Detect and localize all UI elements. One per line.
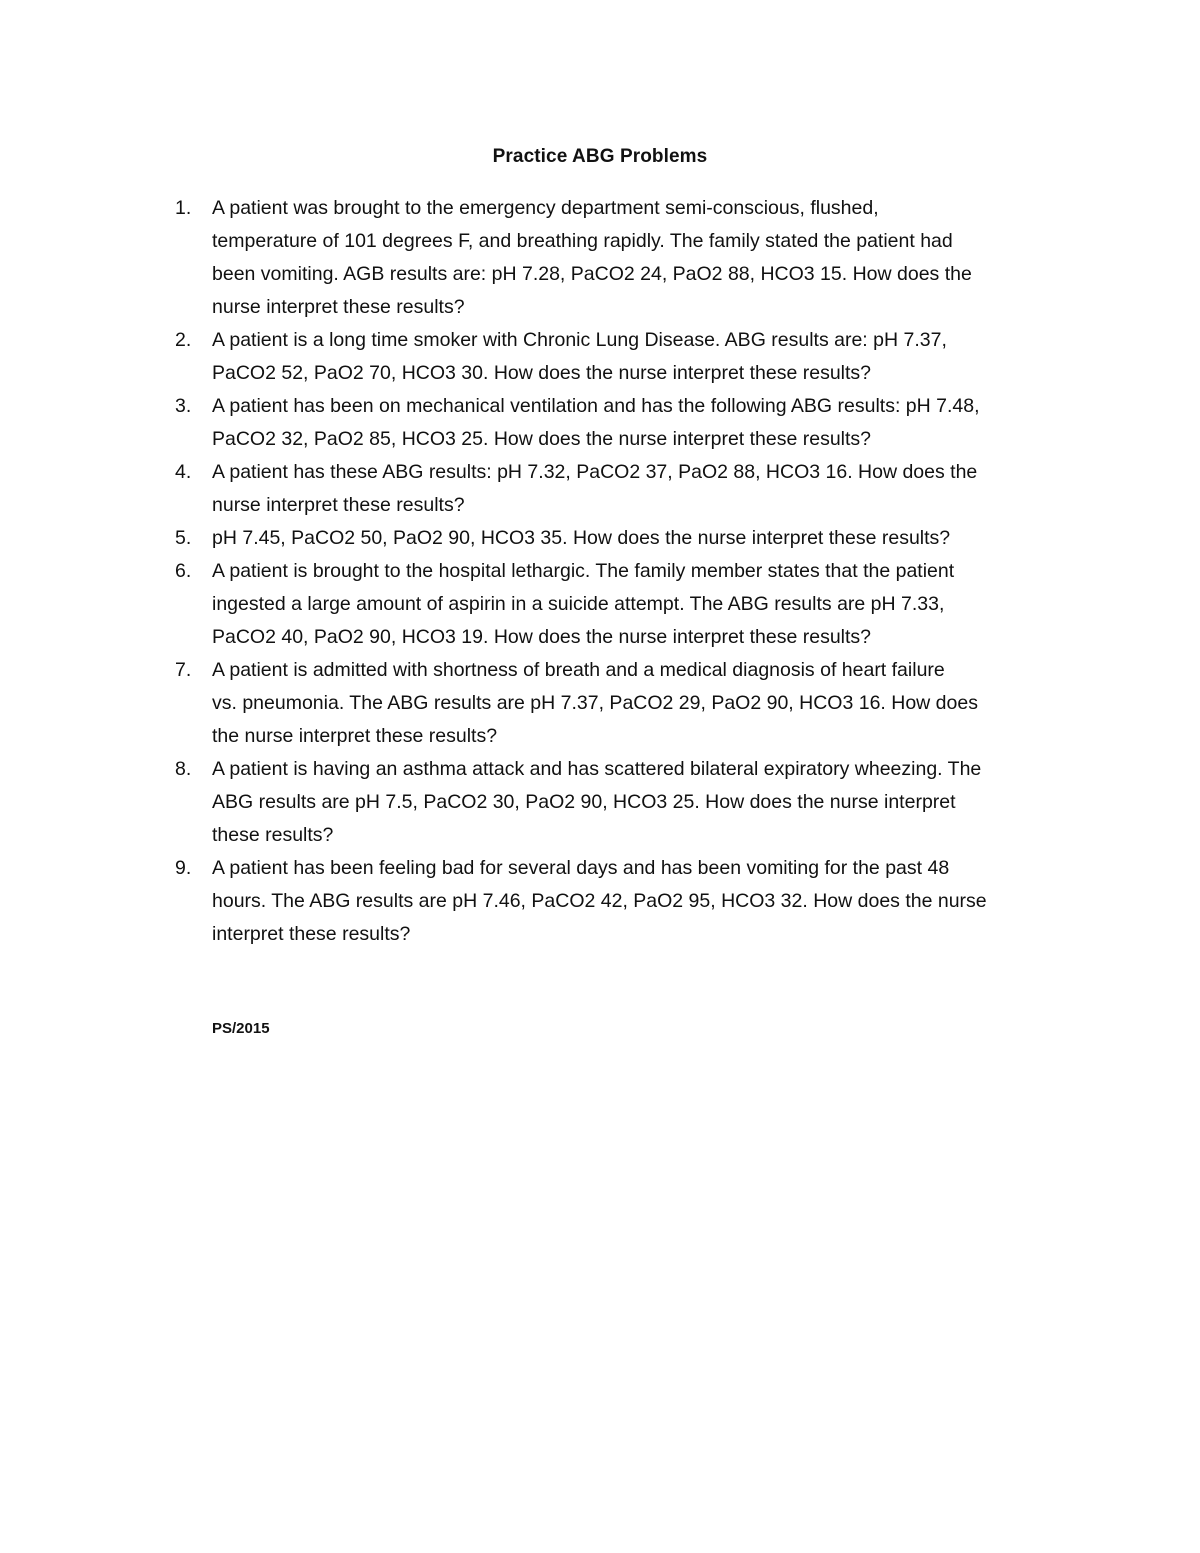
- text-line: ABG results are pH 7.5, PaCO2 30, PaO2 90, HCO3 25. How does the nurse interpret: [212, 791, 956, 813]
- text-line: nurse interpret these results?: [212, 296, 465, 318]
- list-item-text: [212, 852, 1075, 951]
- text-line: PaCO2 32, PaO2 85, HCO3 25. How does the nurse interpret these results?: [212, 428, 872, 450]
- list-item: [175, 390, 1075, 456]
- text-line: nurse interpret these results?: [212, 494, 465, 516]
- list-item: [175, 852, 1075, 951]
- text-line: A patient was brought to the emergency department semi-conscious, flushed,: [212, 197, 879, 219]
- list-item-number: 9.: [175, 857, 192, 879]
- list-item-text: [212, 753, 1075, 852]
- text-line: these results?: [212, 824, 334, 846]
- list-item-text: [212, 192, 1075, 324]
- text-line: A patient has these ABG results: pH 7.32, PaCO2 37, PaO2 88, HCO3 16. How does the: [212, 461, 978, 483]
- list-item-number: 3.: [175, 395, 192, 417]
- text-line: A patient is a long time smoker with Chronic Lung Disease. ABG results are: pH 7.37,: [212, 329, 947, 351]
- list-item-number: 7.: [175, 659, 192, 681]
- text-line: A patient is admitted with shortness of breath and a medical diagnosis of heart failure: [212, 659, 945, 681]
- list-item-text: [212, 390, 1075, 456]
- text-line: PaCO2 52, PaO2 70, HCO3 30. How does the nurse interpret these results?: [212, 362, 872, 384]
- list-item: [175, 555, 1075, 654]
- list-item-number: 5.: [175, 527, 192, 549]
- list-item-number: 2.: [175, 329, 192, 351]
- list-item: [175, 753, 1075, 852]
- list-item: [175, 456, 1075, 522]
- text-line: A patient is having an asthma attack and has scattered bilateral expiratory wheezing. The: [212, 758, 982, 780]
- list-item-text: [212, 456, 1075, 522]
- list-item: [175, 522, 1075, 555]
- list-item-number: 8.: [175, 758, 192, 780]
- list-item-number: 6.: [175, 560, 192, 582]
- list-item-number: 4.: [175, 461, 192, 483]
- list-item: [175, 192, 1075, 324]
- text-line: A patient has been on mechanical ventilation and has the following ABG results: pH 7.48,: [212, 395, 980, 417]
- text-line: PaCO2 40, PaO2 90, HCO3 19. How does the nurse interpret these results?: [212, 626, 872, 648]
- footer-code: PS/2015: [212, 1020, 270, 1037]
- list-item: [175, 324, 1075, 390]
- text-line: temperature of 101 degrees F, and breathing rapidly. The family stated the patient had: [212, 230, 953, 252]
- list-item-text: [212, 324, 1075, 390]
- text-line: A patient has been feeling bad for several days and has been vomiting for the past 48: [212, 857, 950, 879]
- list-item-text: [212, 654, 1075, 753]
- text-line: been vomiting. AGB results are: pH 7.28, PaCO2 24, PaO2 88, HCO3 15. How does the: [212, 263, 972, 285]
- text-line: interpret these results?: [212, 923, 411, 945]
- list-item-text: [212, 522, 1075, 555]
- problem-list: [175, 192, 1075, 951]
- text-line: pH 7.45, PaCO2 50, PaO2 90, HCO3 35. How does the nurse interpret these results?: [212, 527, 951, 549]
- page-title: Practice ABG Problems: [492, 146, 708, 167]
- text-line: ingested a large amount of aspirin in a suicide attempt. The ABG results are pH 7.33,: [212, 593, 945, 615]
- list-item-text: [212, 555, 1075, 654]
- text-line: A patient is brought to the hospital lethargic. The family member states that the patient: [212, 560, 955, 582]
- list-item-number: 1.: [175, 197, 192, 219]
- text-line: vs. pneumonia. The ABG results are pH 7.37, PaCO2 29, PaO2 90, HCO3 16. How does: [212, 692, 978, 714]
- text-line: the nurse interpret these results?: [212, 725, 498, 747]
- text-line: hours. The ABG results are pH 7.46, PaCO2 42, PaO2 95, HCO3 32. How does the nurse: [212, 890, 987, 912]
- list-item: [175, 654, 1075, 753]
